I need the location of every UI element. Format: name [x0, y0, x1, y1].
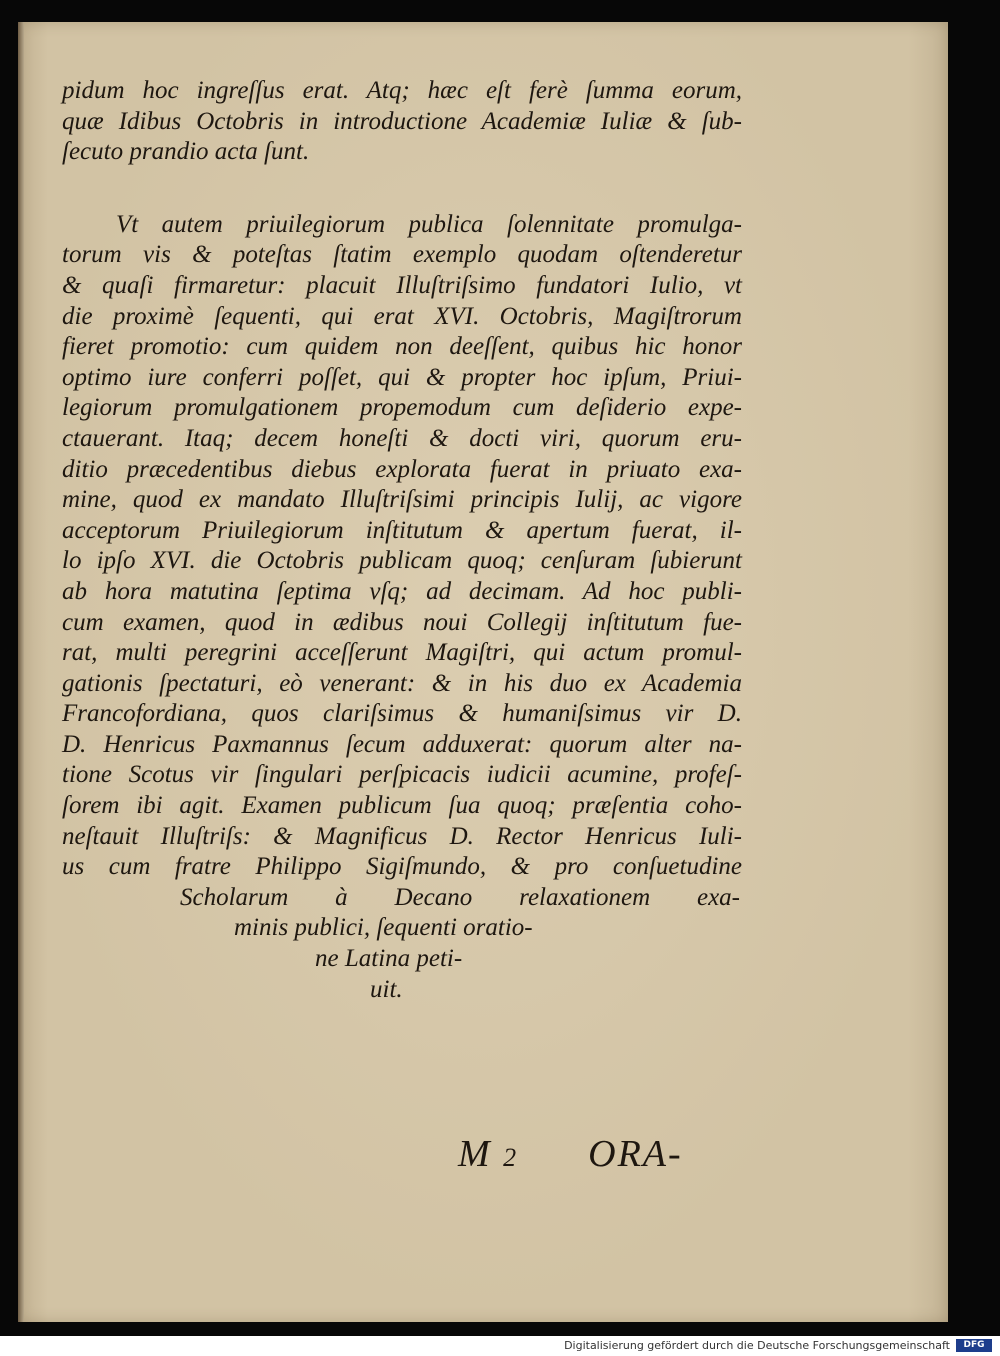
funding-note: Digitalisierung gefördert durch die Deutsche Forschungsgemeinschaft	[564, 1339, 950, 1352]
text-line: ab hora matutina ſeptima vſq; ad decimam. Ad hoc publi-	[62, 577, 742, 605]
text-line: legiorum promulgationem propemodum cum deſiderio expe-	[62, 394, 742, 422]
text-line: ne Latina peti-	[315, 945, 463, 973]
text-line: mine, quod ex mandato Illuſtriſsimi principis Iulij, ac vigore	[62, 486, 742, 514]
text-line: quæ Idibus Octobris in introductione Academiæ Iuliæ & ſub-	[62, 107, 742, 135]
text-line: Francofordiana, quos clariſsimus & humaniſsimus vir D.	[62, 700, 742, 728]
catchword: ORA-	[588, 1133, 683, 1175]
text-line: minis publici, ſequenti oratio-	[234, 914, 533, 942]
text-line: cum examen, quod in ædibus noui Collegij inſtitutum fue-	[62, 608, 742, 636]
page-text	[62, 76, 742, 1005]
text-line: lo ipſo XVI. die Octobris publicam quoq; cenſuram ſubierunt	[62, 547, 742, 575]
text-line: Scholarum à Decano relaxationem exa-	[180, 883, 740, 911]
text-line: Vt autem priuilegiorum publica ſolennitate promulga-	[116, 210, 742, 238]
text-line: & quaſi firmaretur: placuit Illuſtriſsimo fundatori Iulio, vt	[62, 271, 742, 299]
text-line: us cum fratre Philippo Sigiſmundo, & pro conſuetudine	[62, 853, 742, 881]
text-line: acceptorum Priuilegiorum inſtitutum & apertum fuerat, il-	[62, 516, 742, 544]
text-line: optimo iure conferri poſſet, qui & propter hoc ipſum, Priui-	[62, 363, 742, 391]
text-line: ctauerant. Itaq; decem honeſti & docti viri, quorum eru-	[62, 424, 742, 452]
text-line: tione Scotus vir ſingulari perſpicacis iudicii acumine, profeſ-	[62, 761, 742, 789]
signature-number: 2	[503, 1143, 519, 1172]
text-line: D. Henricus Paxmannus ſecum adduxerat: quorum alter na-	[62, 730, 742, 758]
text-line: uit.	[370, 975, 403, 1003]
text-line: neſtauit Illuſtriſs: & Magnificus D. Rector Henricus Iuli-	[62, 822, 742, 850]
page-gutter-edge	[18, 22, 24, 1322]
text-line: rat, multi peregrini acceſſerunt Magiſtri, qui actum promul-	[62, 639, 742, 667]
text-line: fieret promotio: cum quidem non deeſſent, quibus hic honor	[62, 333, 742, 361]
text-line: torum vis & poteſtas ſtatim exemplo quodam oſtenderetur	[62, 241, 742, 269]
text-line: ſecuto prandio acta ſunt.	[62, 138, 310, 166]
text-line: ſorem ibi agit. Examen publicum ſua quoq; præſentia coho-	[62, 792, 742, 820]
signature-mark: M 2	[458, 1133, 519, 1175]
dfg-logo: DFG	[956, 1339, 992, 1352]
page-footer	[458, 1132, 748, 1176]
funding-bar	[0, 1336, 1000, 1356]
text-line: die proximè ſequenti, qui erat XVI. Octobris, Magiſtrorum	[62, 302, 742, 330]
text-line: ditio præcedentibus diebus explorata fuerat in priuato exa-	[62, 455, 742, 483]
text-line: pidum hoc ingreſſus erat. Atq; hæc eſt ferè ſumma eorum,	[62, 77, 742, 104]
text-line: gationis ſpectaturi, eò venerant: & in his duo ex Academia	[62, 669, 742, 697]
